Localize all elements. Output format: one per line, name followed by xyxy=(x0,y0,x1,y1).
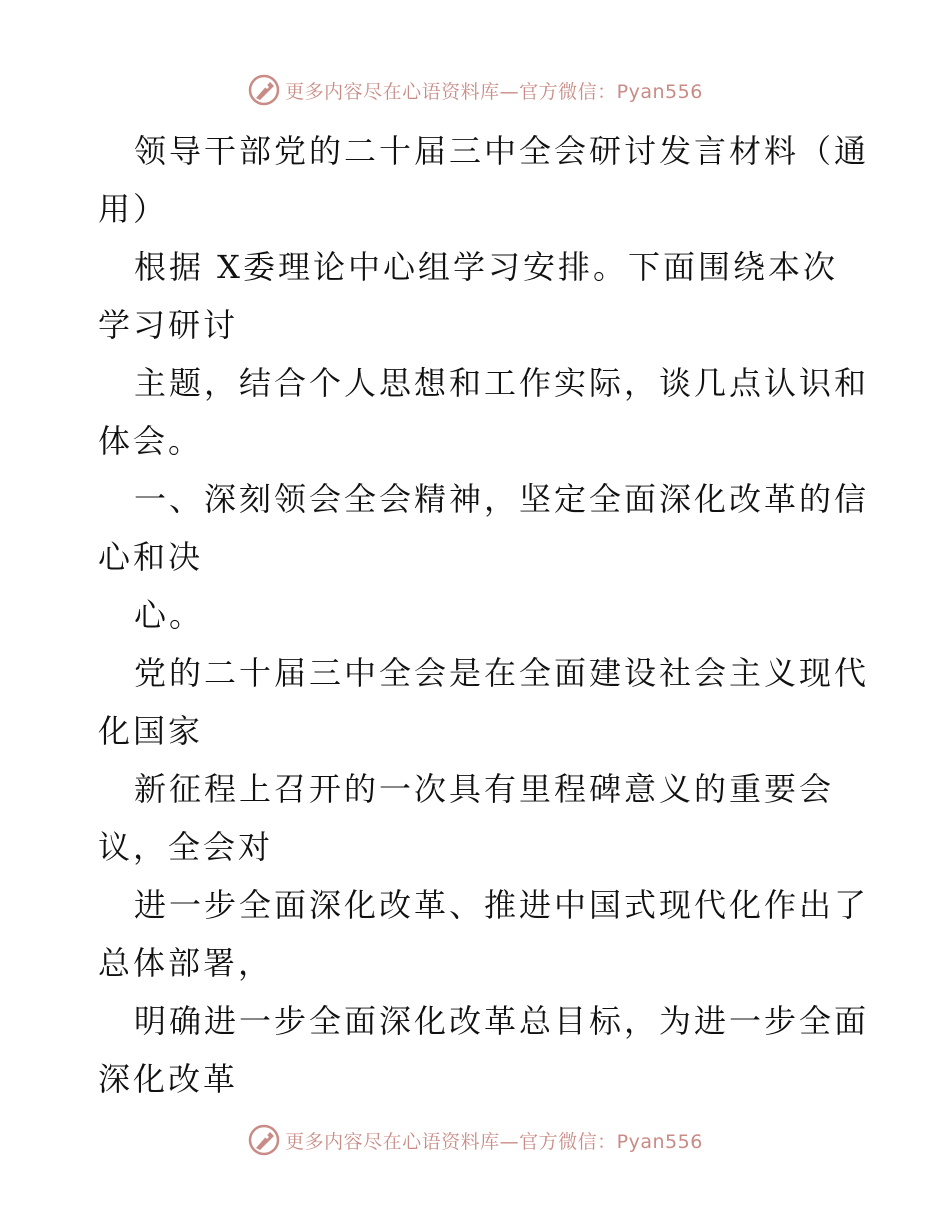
text-line: 心。 xyxy=(134,596,205,634)
text-line: 总体部署， xyxy=(98,944,274,982)
footer-watermark-banner xyxy=(0,1120,950,1160)
text-line: 学习研讨 xyxy=(98,306,239,344)
watermark-text: 更多内容尽在心语资料库—官方微信：Pyan556 xyxy=(285,1130,703,1153)
text-line: 根据 X委理论中心组学习安排。下面围绕本次 xyxy=(134,248,838,286)
text-line: 议，全会对 xyxy=(98,828,274,866)
document-body xyxy=(98,122,870,1108)
text-line: 新征程上召开的一次具有里程碑意义的重要会 xyxy=(134,770,835,808)
pen-nib-logo-icon xyxy=(247,73,281,107)
text-line: 领导干部党的二十届三中全会研讨发言材料（通 xyxy=(134,132,870,170)
pen-nib-logo-icon xyxy=(247,1123,281,1157)
text-line: 一、深刻领会全会精神，坚定全面深化改革的信 xyxy=(134,480,870,518)
watermark-text: 更多内容尽在心语资料库—官方微信：Pyan556 xyxy=(285,80,703,103)
text-line: 党的二十届三中全会是在全面建设社会主义现代 xyxy=(134,654,870,692)
text-line: 用） xyxy=(98,190,169,228)
text-line: 进一步全面深化改革、推进中国式现代化作出了 xyxy=(134,886,870,924)
text-line: 深化改革 xyxy=(98,1060,239,1098)
text-line: 明确进一步全面深化改革总目标，为进一步全面 xyxy=(134,1002,870,1040)
text-line: 主题，结合个人思想和工作实际，谈几点认识和 xyxy=(134,364,870,402)
header-watermark-banner xyxy=(0,70,950,110)
text-line: 体会。 xyxy=(98,422,204,460)
text-line: 心和决 xyxy=(98,538,204,576)
text-line: 化国家 xyxy=(98,712,204,750)
